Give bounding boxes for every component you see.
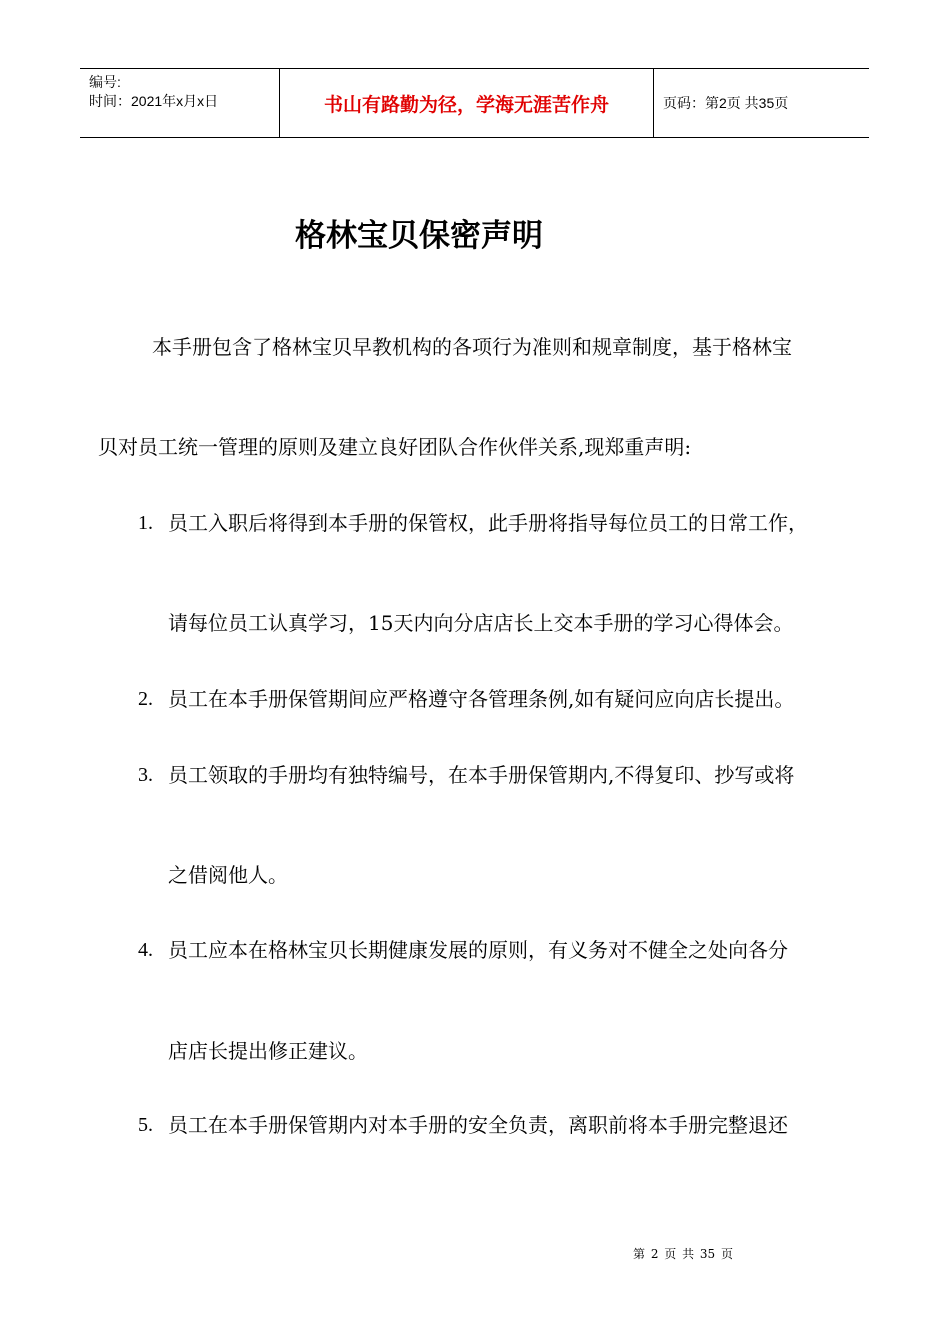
item-number: 5. xyxy=(138,1114,153,1136)
time-label: 时间：2021年x月x日 xyxy=(89,93,219,109)
header-motto: 书山有路勤为径，学海无涯苦作舟 xyxy=(280,69,654,137)
item-1-line-1: 员工入职后将得到本手册的保管权，此手册将指导每位员工的日常工作， xyxy=(168,511,808,535)
item-2-line-1: 员工在本手册保管期间应严格遵守各管理条例,如有疑问应向店长提出。 xyxy=(168,687,795,711)
header-page-info: 页码：第2页 共35页 xyxy=(663,95,789,111)
item-1-line-2: 请每位员工认真学习，15天内向分店店长上交本手册的学习心得体会。 xyxy=(168,611,794,635)
serial-label: 编号: xyxy=(89,74,121,90)
header-meta xyxy=(80,69,280,137)
item-4-line-1: 员工应本在格林宝贝长期健康发展的原则，有义务对不健全之处向各分 xyxy=(168,938,788,962)
item-3-line-2: 之借阅他人。 xyxy=(168,863,288,887)
intro-line-1: 本手册包含了格林宝贝早教机构的各项行为准则和规章制度，基于格林宝 xyxy=(152,335,792,359)
document-title: 格林宝贝保密声明 xyxy=(295,218,543,254)
item-3-line-1: 员工领取的手册均有独特编号，在本手册保管期内,不得复印、抄写或将 xyxy=(168,763,795,787)
page-header xyxy=(80,68,869,138)
item-number: 2. xyxy=(138,688,153,710)
intro-line-2: 贝对员工统一管理的原则及建立良好团队合作伙伴关系,现郑重声明: xyxy=(98,435,692,459)
item-number: 4. xyxy=(138,939,153,961)
item-5-line-1: 员工在本手册保管期内对本手册的安全负责，离职前将本手册完整退还 xyxy=(168,1113,788,1137)
page-footer: 第 2 页 共 35 页 xyxy=(633,1247,733,1261)
item-number: 1. xyxy=(138,512,153,534)
item-4-line-2: 店店长提出修正建议。 xyxy=(168,1039,368,1063)
item-number: 3. xyxy=(138,764,153,786)
